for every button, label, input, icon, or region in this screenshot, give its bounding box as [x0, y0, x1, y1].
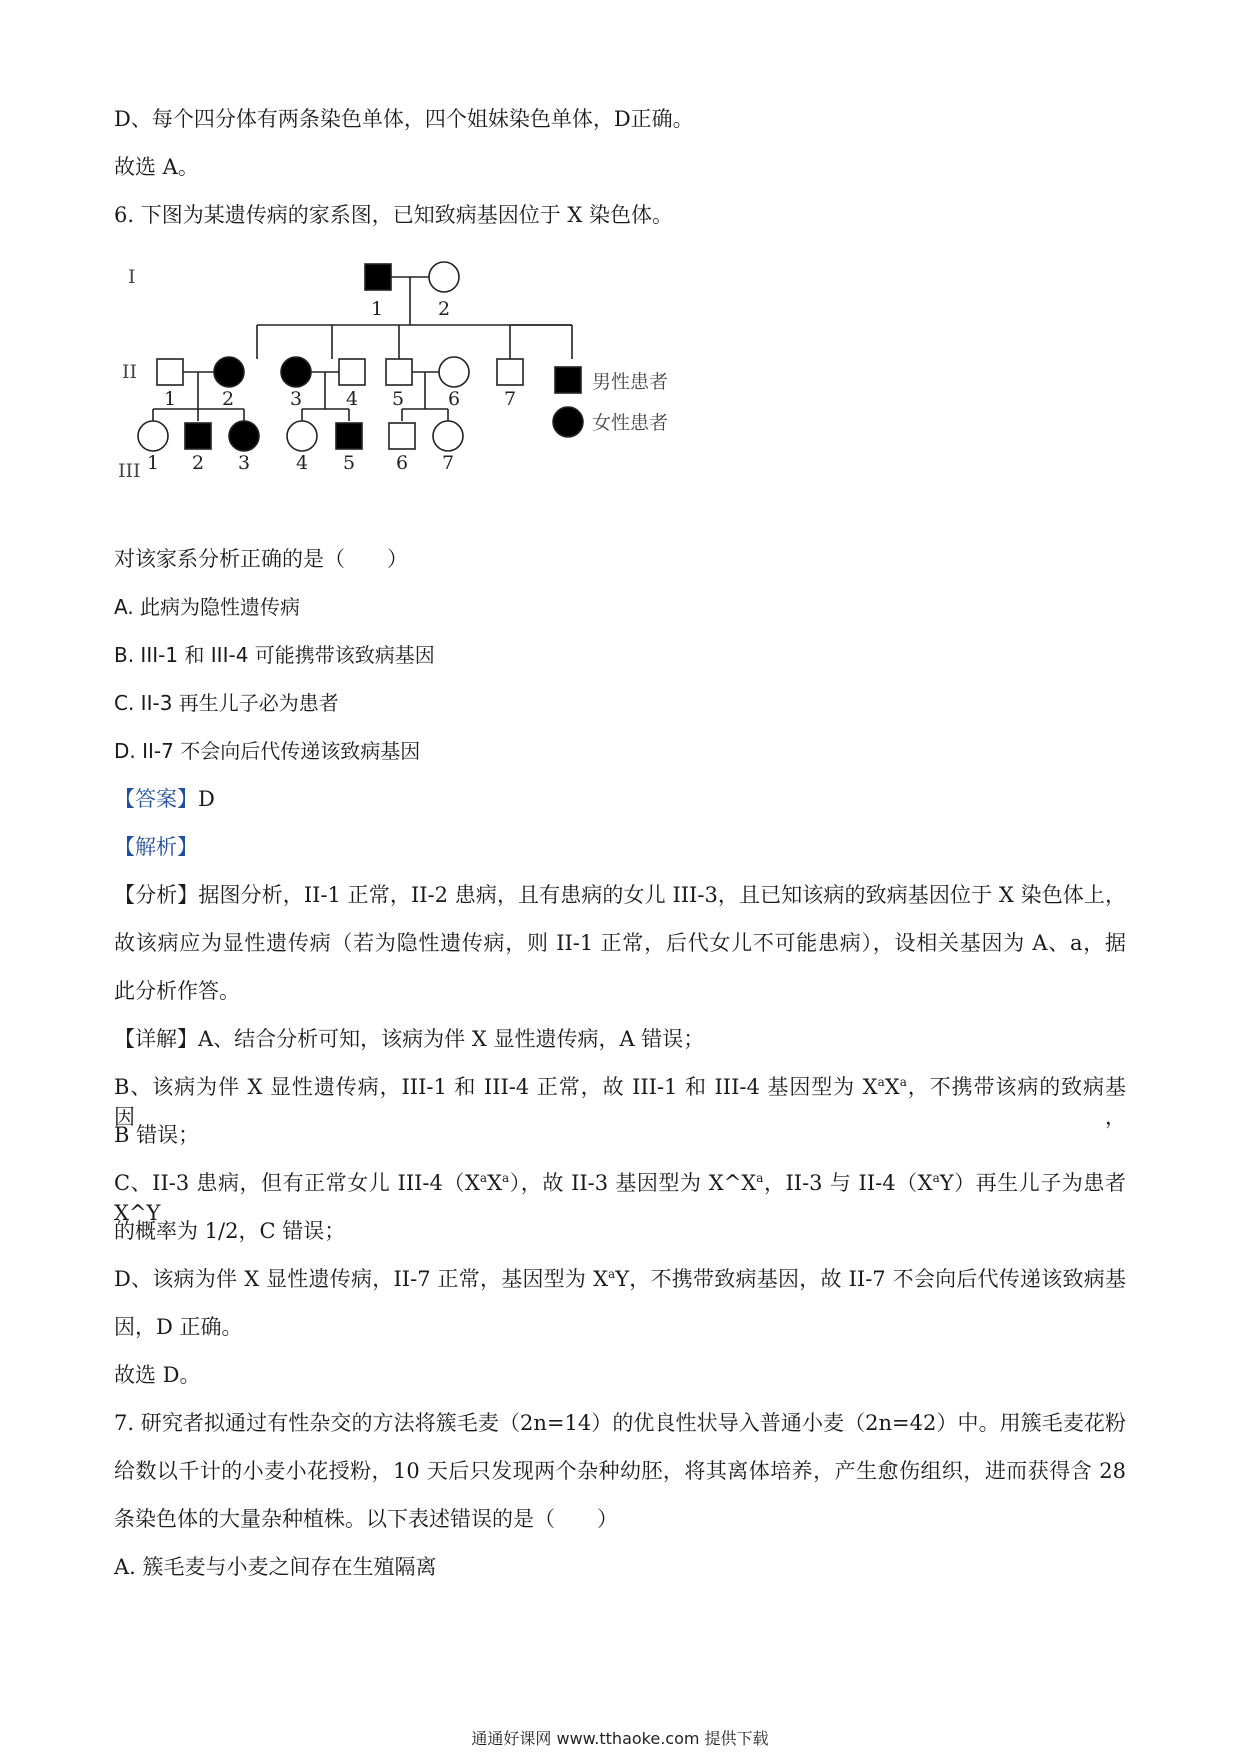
- gen2-num-1: 1: [164, 388, 177, 410]
- q6-fenxi-line-2: 故该病应为显性遗传病（若为隐性遗传病，则 II-1 正常，后代女儿不可能患病），设相关基因为 A、a，据: [114, 931, 1126, 955]
- gen2-male-1: [157, 359, 183, 385]
- q7-option-a: A. 簇毛麦与小麦之间存在生殖隔离: [114, 1555, 437, 1579]
- gen3-female-1: [138, 421, 168, 451]
- q6-detail-a: 【详解】A、结合分析可知，该病为伴 X 显性遗传病，A 错误；: [114, 1027, 705, 1051]
- gen3-male-6: [389, 423, 415, 449]
- allele-sup: a: [877, 1075, 885, 1089]
- detail-d-text-1: D、该病为伴 X 显性遗传病，II-7 正常，基因型为 X: [114, 1267, 609, 1291]
- gen2-female-affected-3: [281, 357, 311, 387]
- q5-option-d: D、每个四分体有两条染色单体，四个姐妹染色单体，D正确。: [114, 107, 694, 131]
- q5-conclusion: 故选 A。: [114, 155, 199, 179]
- q6-detail-b-line-1: B、该病为伴 X 显性遗传病，III-1 和 III-4 正常，故 III-1 和 III-4 基因型为 $X^aX^a$，不携带该病的致病基因，: [114, 1075, 1126, 1129]
- allele-sup: a: [932, 1171, 940, 1185]
- q6-option-a: A. 此病为隐性遗传病: [114, 595, 301, 619]
- gen1-num-1: 1: [371, 298, 384, 320]
- detail-c-text-2: ），故 II-3 基因型为 X^X: [509, 1171, 757, 1195]
- gen3-num-1: 1: [147, 452, 160, 474]
- q7-stem-line-3: 条染色体的大量杂种植株。以下表述错误的是（ ）: [114, 1507, 618, 1531]
- q6-detail-c-line-1: C、II-3 患病，但有正常女儿 III-$4(X^aX^a)$，故 II-3 基因型为 $X\^{}X^a$，II-3 与 $II-4(X^aY)$再生儿子为患者 X^Y: [114, 1171, 1126, 1225]
- page-footer: 通通好课网 www.tthaoke.com 提供下载: [471, 1729, 769, 1748]
- q6-fenxi-line-3: 此分析作答。: [114, 979, 240, 1003]
- q6-analysis-tag: 【解析】: [114, 835, 198, 859]
- q6-option-d: D. II-7 不会向后代传递该致病基因: [114, 739, 421, 763]
- detail-b-text-1: B、该病为伴 X 显性遗传病，III-1 和 III-4 正常，故 III-1 和 III-4 基因型为 X: [114, 1075, 878, 1099]
- detail-c-text-3: ，II-3 与 II-4（X: [763, 1171, 933, 1195]
- gen2-num-2: 2: [222, 388, 235, 410]
- gen-label-2: II: [122, 361, 138, 383]
- gen2-num-6: 6: [448, 388, 461, 410]
- gen3-male-affected-2: [185, 423, 211, 449]
- allele-sup: a: [899, 1075, 907, 1089]
- q6-fenxi-line-1: 【分析】据图分析，II-1 正常，II-2 患病，且有患病的女儿 III-3，且已知该病的致病基因位于 X 染色体上，: [114, 883, 1126, 907]
- allele-sup: a: [608, 1267, 616, 1281]
- legend-male-icon: [555, 367, 581, 393]
- legend-female-icon: [553, 407, 583, 437]
- gen3-female-7: [433, 421, 463, 451]
- gen2-male-4: [339, 359, 365, 385]
- q6-detail-b-line-2: B 错误；: [114, 1123, 200, 1147]
- q6-conclusion: 故选 D。: [114, 1363, 201, 1387]
- gen3-female-4: [287, 421, 317, 451]
- gen2-male-5: [386, 359, 412, 385]
- detail-c-text-4: Y）再生儿子为患者 X^Y: [114, 1171, 1126, 1225]
- allele-sup: a: [479, 1171, 488, 1185]
- detail-c-text-1: C、II-3 患病，但有正常女儿 III-4（X: [114, 1171, 480, 1195]
- allele-sup: a: [502, 1171, 510, 1185]
- q7-stem-line-1: 7. 研究者拟通过有性杂交的方法将簇毛麦（2n=14）的优良性状导入普通小麦（2n=42）中。用簇毛麦花粉: [114, 1411, 1126, 1435]
- gen3-male-affected-5: [336, 423, 362, 449]
- gen2-female-6: [439, 357, 469, 387]
- gen2-num-7: 7: [504, 388, 517, 410]
- gen3-num-3: 3: [238, 452, 251, 474]
- gen3-female-affected-3: [229, 421, 259, 451]
- q6-question: 对该家系分析正确的是（ ）: [114, 547, 408, 571]
- gen3-num-7: 7: [442, 452, 455, 474]
- q6-detail-d-line-1: [114, 1264, 1126, 1294]
- q6-option-b: B. III-1 和 III-4 可能携带该致病基因: [114, 643, 435, 667]
- gen3-num-6: 6: [396, 452, 409, 474]
- gen2-num-5: 5: [392, 388, 405, 410]
- gen3-num-4: 4: [296, 452, 309, 474]
- q7-stem-line-2: 给数以千计的小麦小花授粉，10 天后只发现两个杂种幼胚，将其离体培养，产生愈伤组织，进而获得含 28: [114, 1459, 1126, 1483]
- q6-option-c: C. II-3 再生儿子必为患者: [114, 691, 339, 715]
- gen1-num-2: 2: [438, 298, 451, 320]
- legend-male-label: 男性患者: [592, 371, 669, 393]
- allele-sup: a: [756, 1171, 764, 1185]
- answer-value: D: [198, 787, 215, 811]
- detail-b-text-2: ，不携带该病的致病基因，: [114, 1075, 1126, 1129]
- gen3-num-2: 2: [192, 452, 205, 474]
- gen1-male-affected: [365, 264, 391, 290]
- detail-d-text-2: Y，不携带致病基因，故 II-7 不会向后代传递该致病基: [615, 1267, 1126, 1291]
- gen2-male-7: [497, 359, 523, 385]
- gen-label-3: III: [118, 460, 141, 482]
- gen-label-1: I: [128, 266, 136, 288]
- gen2-female-affected-2: [214, 357, 244, 387]
- legend-female-label: 女性患者: [592, 412, 669, 434]
- gen3-num-5: 5: [343, 452, 356, 474]
- gen1-female: [429, 262, 459, 292]
- gen2-num-3: 3: [290, 388, 303, 410]
- q6-stem: 6. 下图为某遗传病的家系图，已知致病基因位于 X 染色体。: [114, 203, 674, 227]
- answer-tag: 【答案】: [114, 787, 198, 811]
- gen2-num-4: 4: [346, 388, 359, 410]
- q6-answer: [114, 784, 215, 814]
- pedigree-chart: [114, 255, 794, 530]
- q6-detail-d-line-2: 因，D 正确。: [114, 1315, 243, 1339]
- q6-detail-c-line-2: 的概率为 1/2，C 错误；: [114, 1219, 346, 1243]
